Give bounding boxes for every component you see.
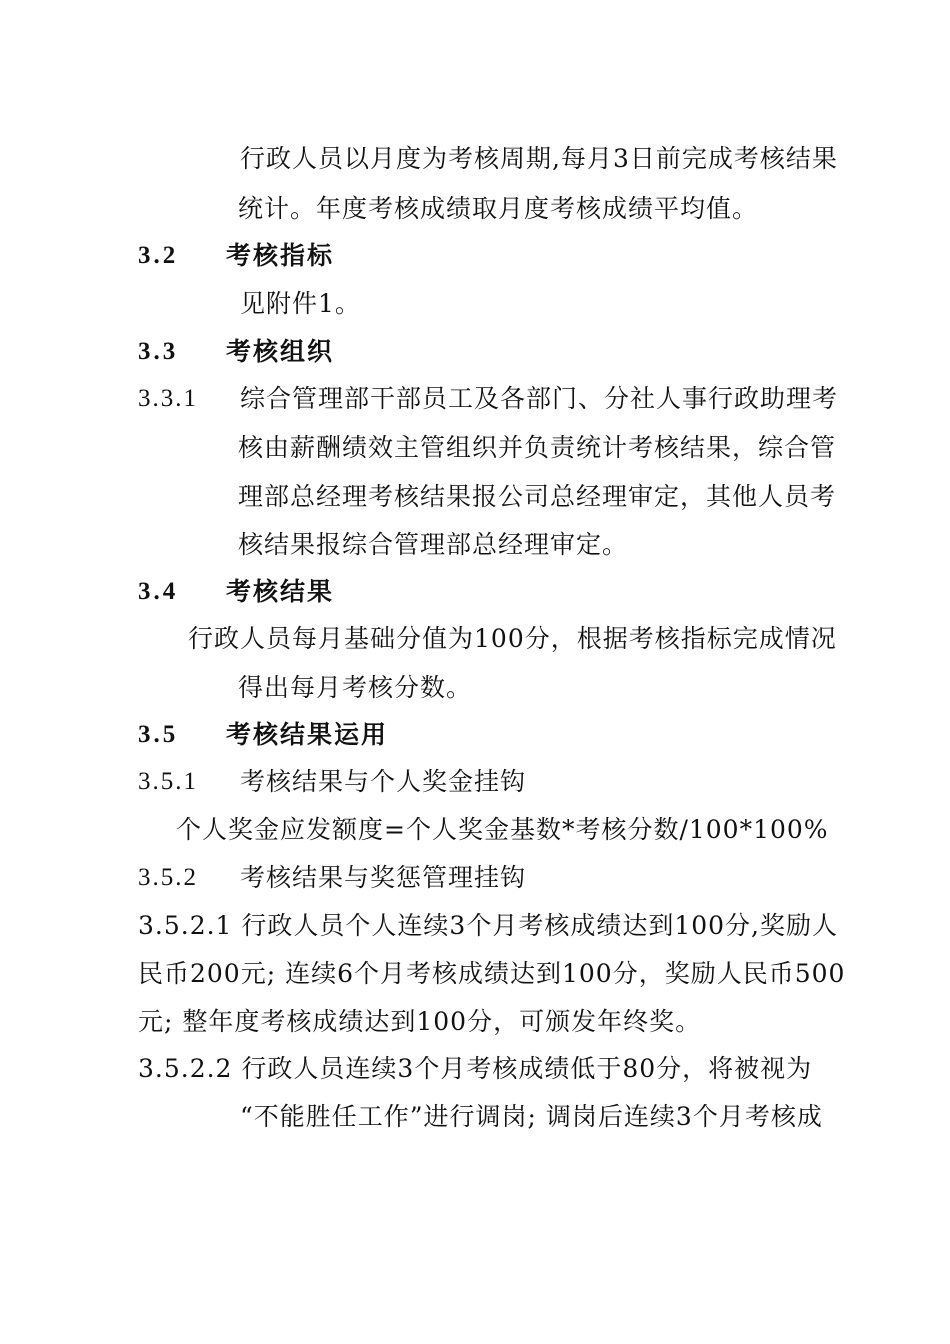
formula-line: 个人奖金应发额度=个人奖金基数*考核分数/100*100%	[176, 815, 829, 844]
paragraph-line: 元; 整年度考核成绩达到100分，可颁发年终奖。	[138, 1007, 702, 1036]
paragraph-line: 行政人员每月基础分值为100分，根据考核指标完成情况	[188, 624, 837, 653]
section-heading: 考核结果运用	[226, 720, 389, 749]
paragraph-line: “不能胜任工作”进行调岗; 调岗后连续3个月考核成	[240, 1102, 823, 1131]
section-heading: 考核结果	[226, 577, 335, 606]
paragraph-line: 民币200元; 连续6个月考核成绩达到100分，奖励人民币500	[138, 959, 846, 988]
paragraph-line: 见附件1。	[240, 289, 361, 318]
subsection-number: 3.3.1	[138, 385, 198, 412]
paragraph-line: 得出每月考核分数。	[238, 673, 473, 702]
paragraph-line: 3.5.2.2 行政人员连续3个月考核成绩低于80分，将被视为	[138, 1054, 813, 1083]
paragraph-line: 综合管理部干部员工及各部门、分社人事行政助理考	[240, 384, 839, 413]
subsection-number: 3.5.1	[138, 768, 198, 795]
paragraph-line: 3.5.2.1 行政人员个人连续3个月考核成绩达到100分,奖励人	[138, 911, 838, 940]
subsection-number: 3.5.2	[138, 864, 198, 891]
paragraph-line: 核结果报综合管理部总经理审定。	[238, 530, 629, 559]
section-heading: 考核指标	[226, 241, 335, 270]
subsection-title: 考核结果与个人奖金挂钩	[240, 767, 527, 796]
section-number: 3.5	[138, 721, 179, 748]
paragraph-line: 统计。年度考核成绩取月度考核成绩平均值。	[238, 194, 759, 223]
section-number: 3.3	[138, 338, 179, 365]
paragraph-line: 行政人员以月度为考核周期,每月3日前完成考核结果	[240, 144, 838, 173]
section-heading: 考核组织	[226, 337, 335, 366]
paragraph-line: 核由薪酬绩效主管组织并负责统计考核结果，综合管	[238, 433, 837, 462]
section-number: 3.4	[138, 578, 179, 605]
section-number: 3.2	[138, 242, 179, 269]
paragraph-line: 理部总经理考核结果报公司总经理审定，其他人员考	[238, 482, 837, 511]
subsection-title: 考核结果与奖惩管理挂钩	[240, 863, 527, 892]
